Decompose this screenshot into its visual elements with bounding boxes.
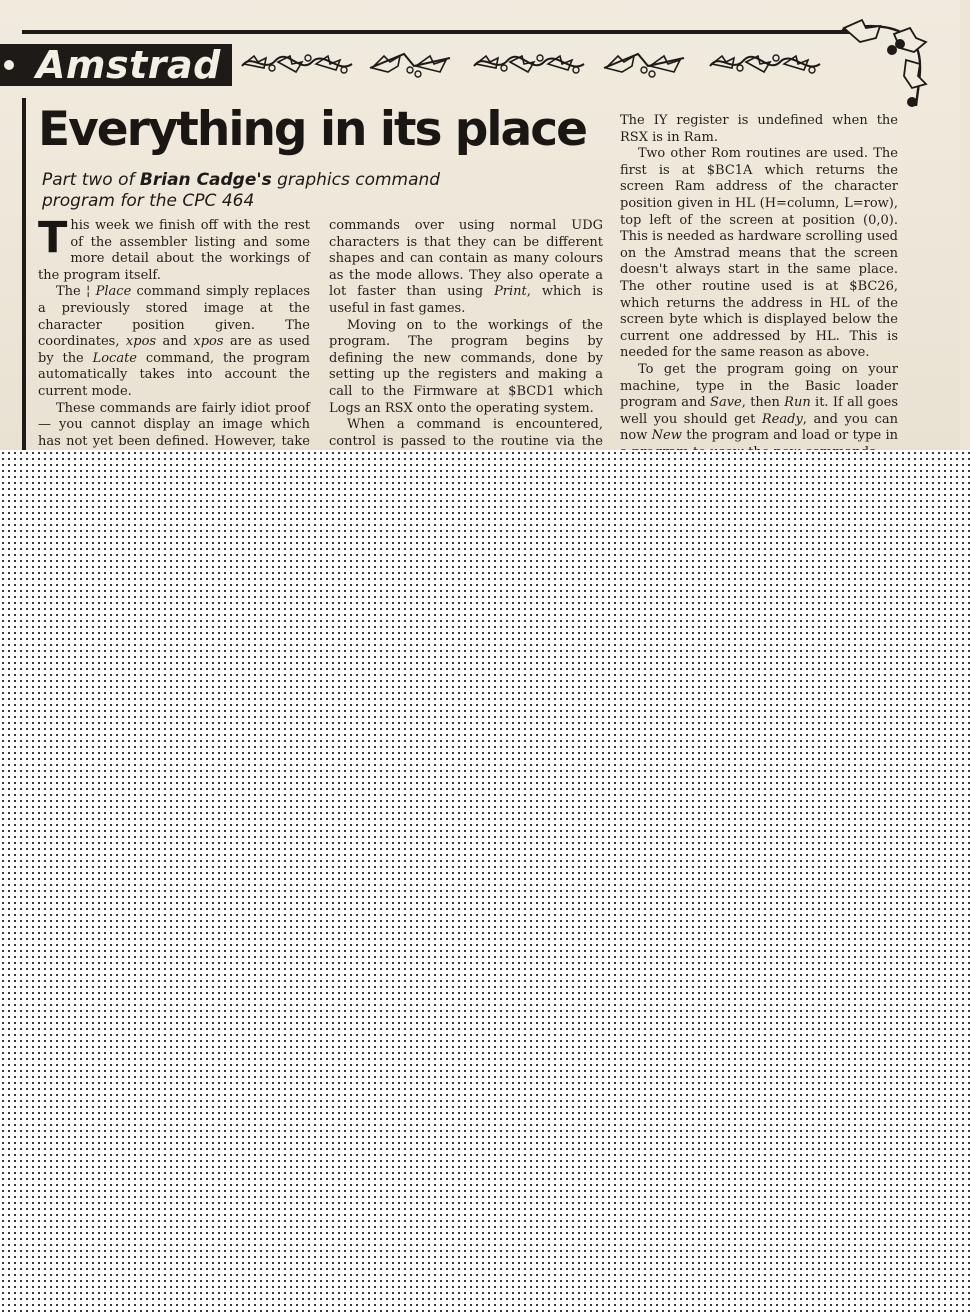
rsx-bar-symbol: ¦ [86,284,91,300]
text-run: are as used by the [38,334,310,366]
holly-garland-icon [706,44,824,84]
article-headline: Everything in its place [38,102,586,157]
text-run: The [56,284,81,300]
keyword: Ready [761,411,803,427]
text-run: and [162,334,187,350]
holly-sprig-icon [364,44,456,84]
text-run: , then [741,395,780,411]
variable-name: xpos [193,334,224,350]
magazine-page [0,0,960,450]
article-standfirst [42,170,502,212]
command-name: Place [95,284,132,300]
text-run: , and you can now [620,411,898,444]
text-run: commands over using normal UDG characters is that they can be different shapes and can contain as many colours as the mode allows. They also operate a lot faster than using [329,218,603,300]
paragraph: When a command is encountered, control is passed to the routine via the [329,417,603,449]
text-run: command simply replaces a previously stored image at the character position given. The coordinates, [38,284,310,350]
standfirst-prefix: Part two of [42,170,135,190]
dotted-placeholder-area [0,450,970,1314]
text-run: To get the program going on your machine, type in the Basic loader program and [620,361,898,411]
paragraph [329,218,603,318]
paragraph [620,362,898,462]
keyword: Print [494,284,527,300]
paragraph-text: his week we finish off with the rest of the assembler listing and some more detail about the workings of the program itself. [38,218,310,283]
holly-garland-icon [470,44,588,84]
paragraph: Two other Rom routines are used. The first is at $BC1A which returns the screen Ram address of the character position given in HL (H=column, L=row), top left of the screen at position (0,0). This is needed as hardware scrolling used on the Amstrad means that the screen doesn't always start in the same place. The other routine used is at $BC26, which returns the address in HL of the screen byte which is displayed below the current one addressed by HL. This is needed for the same reason as above. [620,146,898,361]
paragraph: The IY register is undefined when the RSX is in Ram. [620,113,898,145]
keyword: Save [710,395,742,411]
variable-name: xpos [125,334,157,350]
top-rule [22,30,852,34]
article-column-2 [329,218,603,449]
keyword: New [651,428,682,444]
text-run: , which is useful in fast games. [329,284,603,316]
article-column-1 [38,213,311,466]
command-name: Locate [92,350,137,366]
drop-cap: T [38,213,68,263]
article-author: Brian Cadge's [139,170,272,190]
keyword: Run [784,395,811,411]
text-run: it. If all goes well you should get [620,395,898,427]
holly-corner-icon [834,16,930,112]
text-run: These commands are fairly idiot proof — you cannot display an image which has not yet been defined. However, take [38,400,310,449]
text-run: command, the program automatically takes into account the current mode. [38,350,311,399]
text-run: the program and load or type in [686,428,899,444]
left-column-rule [22,98,26,450]
holly-sprig-icon [598,44,690,84]
paragraph [38,284,310,400]
section-label: Amstrad [36,43,221,87]
standfirst-suffix: graphics command program for the CPC 464 [42,170,441,211]
banner-dot [4,60,14,70]
holly-garland-icon [238,44,356,84]
paragraph [38,213,310,284]
paragraph: Moving on to the workings of the program. The program begins by defining the new commands, done by setting up the registers and making a call to the Firmware at $BCD1 which Logs an RSX onto the operating system. [329,317,603,416]
article-column-3 [620,113,898,450]
